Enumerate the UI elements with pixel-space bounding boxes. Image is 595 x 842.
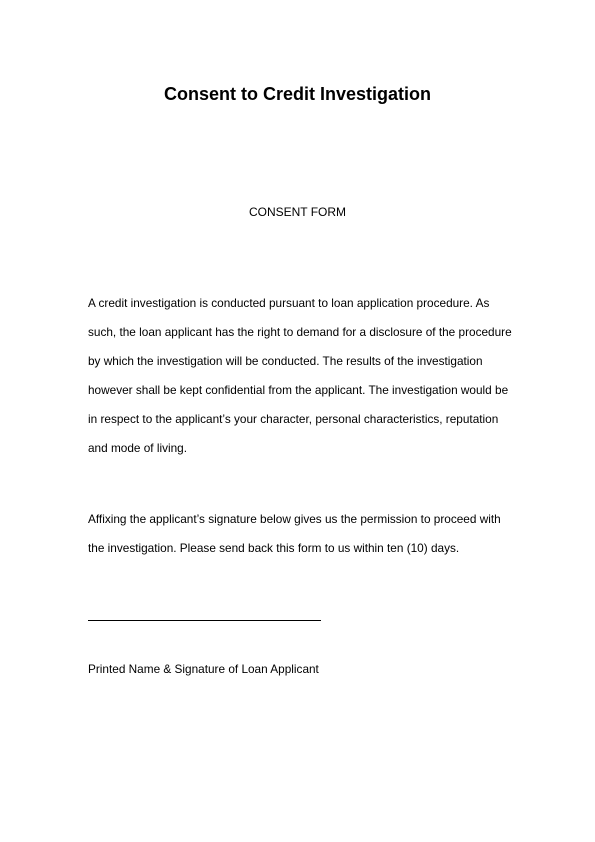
paragraph-line: the investigation. Please send back this form to us within ten (10) days. [88, 541, 460, 555]
paragraph-signature-permission [88, 512, 528, 570]
signature-line [88, 620, 321, 621]
paragraph-line: in respect to the applicant’s your character, personal characteristics, reputation [88, 412, 499, 426]
form-subtitle: CONSENT FORM [248, 205, 347, 219]
paragraph-line: however shall be kept confidential from the applicant. The investigation would be [88, 383, 509, 397]
paragraph-line: by which the investigation will be conducted. The results of the investigation [88, 354, 483, 368]
signature-caption: Printed Name & Signature of Loan Applicant [88, 662, 319, 676]
paragraph-line: and mode of living. [88, 441, 188, 455]
paragraph-line: Affixing the applicant’s signature below gives us the permission to proceed with [88, 512, 501, 526]
paragraph-credit-investigation [88, 296, 528, 470]
paragraph-line: such, the loan applicant has the right to demand for a disclosure of the procedure [88, 325, 512, 339]
paragraph-line: A credit investigation is conducted pursuant to loan application procedure. As [88, 296, 490, 310]
document-title: Consent to Credit Investigation [163, 84, 431, 104]
